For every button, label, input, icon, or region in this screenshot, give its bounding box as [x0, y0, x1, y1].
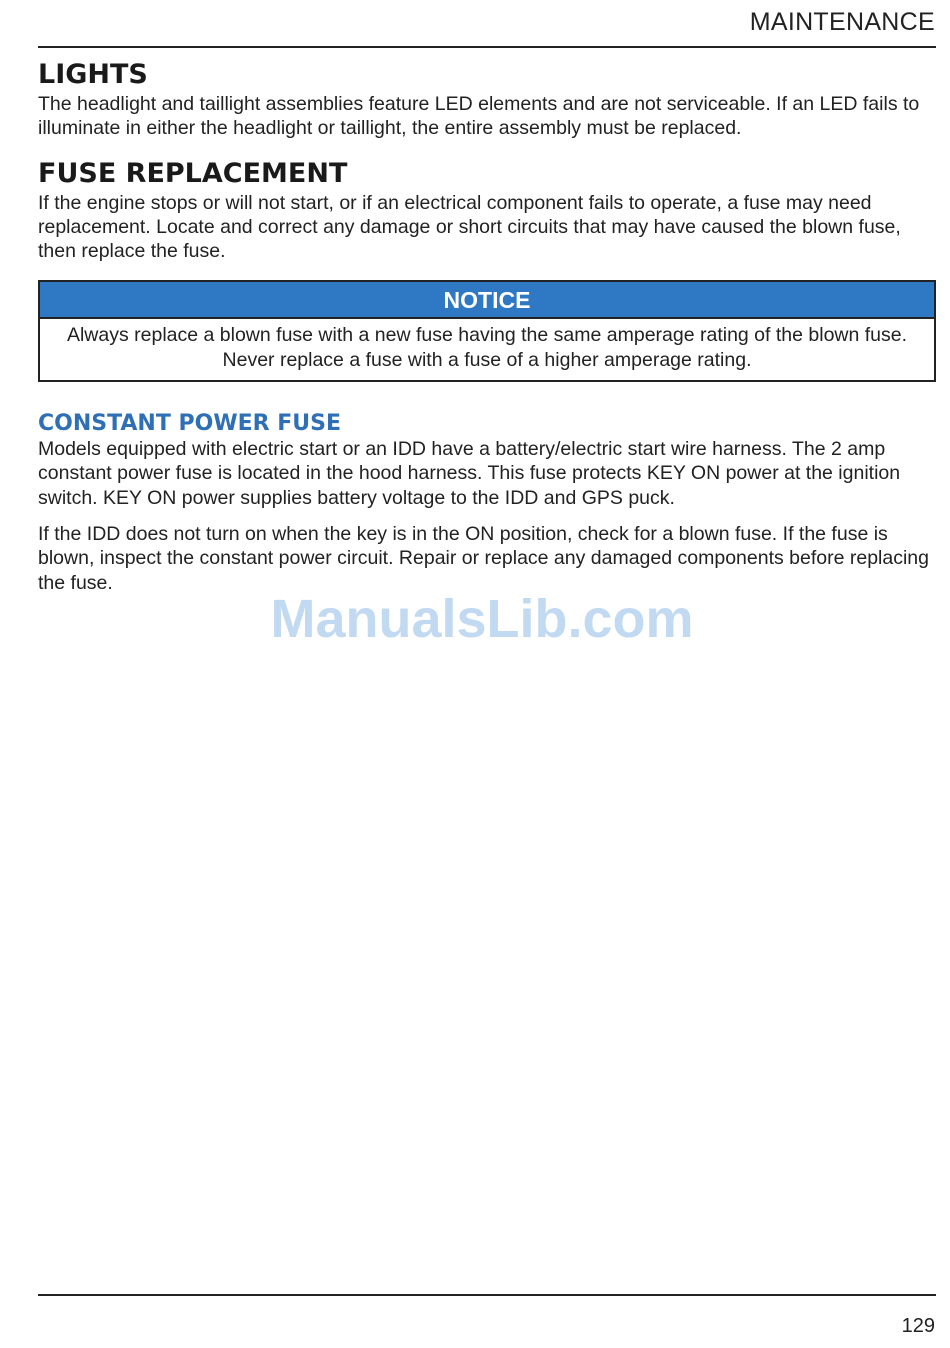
page-number: 129 — [901, 1315, 935, 1337]
running-header-title: MAINTENANCE — [749, 8, 935, 36]
constant-power-fuse-heading: CONSTANT POWER FUSE — [38, 411, 341, 437]
constant-power-fuse-paragraph-1: Models equipped with electric start or an IDD have a battery/electric start wire harness. The 2 amp constant power fuse is located in the hood harness. This fuse protects KEY ON power at the ignition switch. KEY ON power supplies battery voltage to the IDD and GPS puck. — [38, 438, 901, 509]
manualslib-watermark: ManualsLib.com — [270, 589, 694, 649]
page-content — [38, 58, 936, 595]
constant-power-fuse-paragraph-2: If the IDD does not turn on when the key is in the ON position, check for a blown fuse. If the fuse is blown, inspect the constant power circuit. Repair or replace any damaged components before replacing the fuse. — [38, 522, 930, 594]
notice-body: Always replace a blown fuse with a new fuse having the same amperage rating of the blown fuse. Never replace a fuse with a fuse of a higher amperage rating. — [66, 324, 908, 371]
lights-heading: LIGHTS — [38, 59, 148, 90]
notice-box — [38, 280, 936, 382]
fuse-replacement-body: If the engine stops or will not start, or if an electrical component fails to operate, a fuse may need replacement. Locate and correct any damage or short circuits that may have caused the blown fuse, then replace the fuse. — [38, 191, 901, 263]
footer-divider — [38, 1294, 936, 1296]
notice-title: NOTICE — [40, 282, 934, 319]
fuse-replacement-heading: FUSE REPLACEMENT — [38, 157, 348, 189]
lights-body: The headlight and taillight assemblies feature LED elements and are not serviceable. If an LED fails to illuminate in either the headlight or taillight, the entire assembly must be replaced. — [38, 93, 920, 140]
header-divider — [38, 46, 936, 48]
